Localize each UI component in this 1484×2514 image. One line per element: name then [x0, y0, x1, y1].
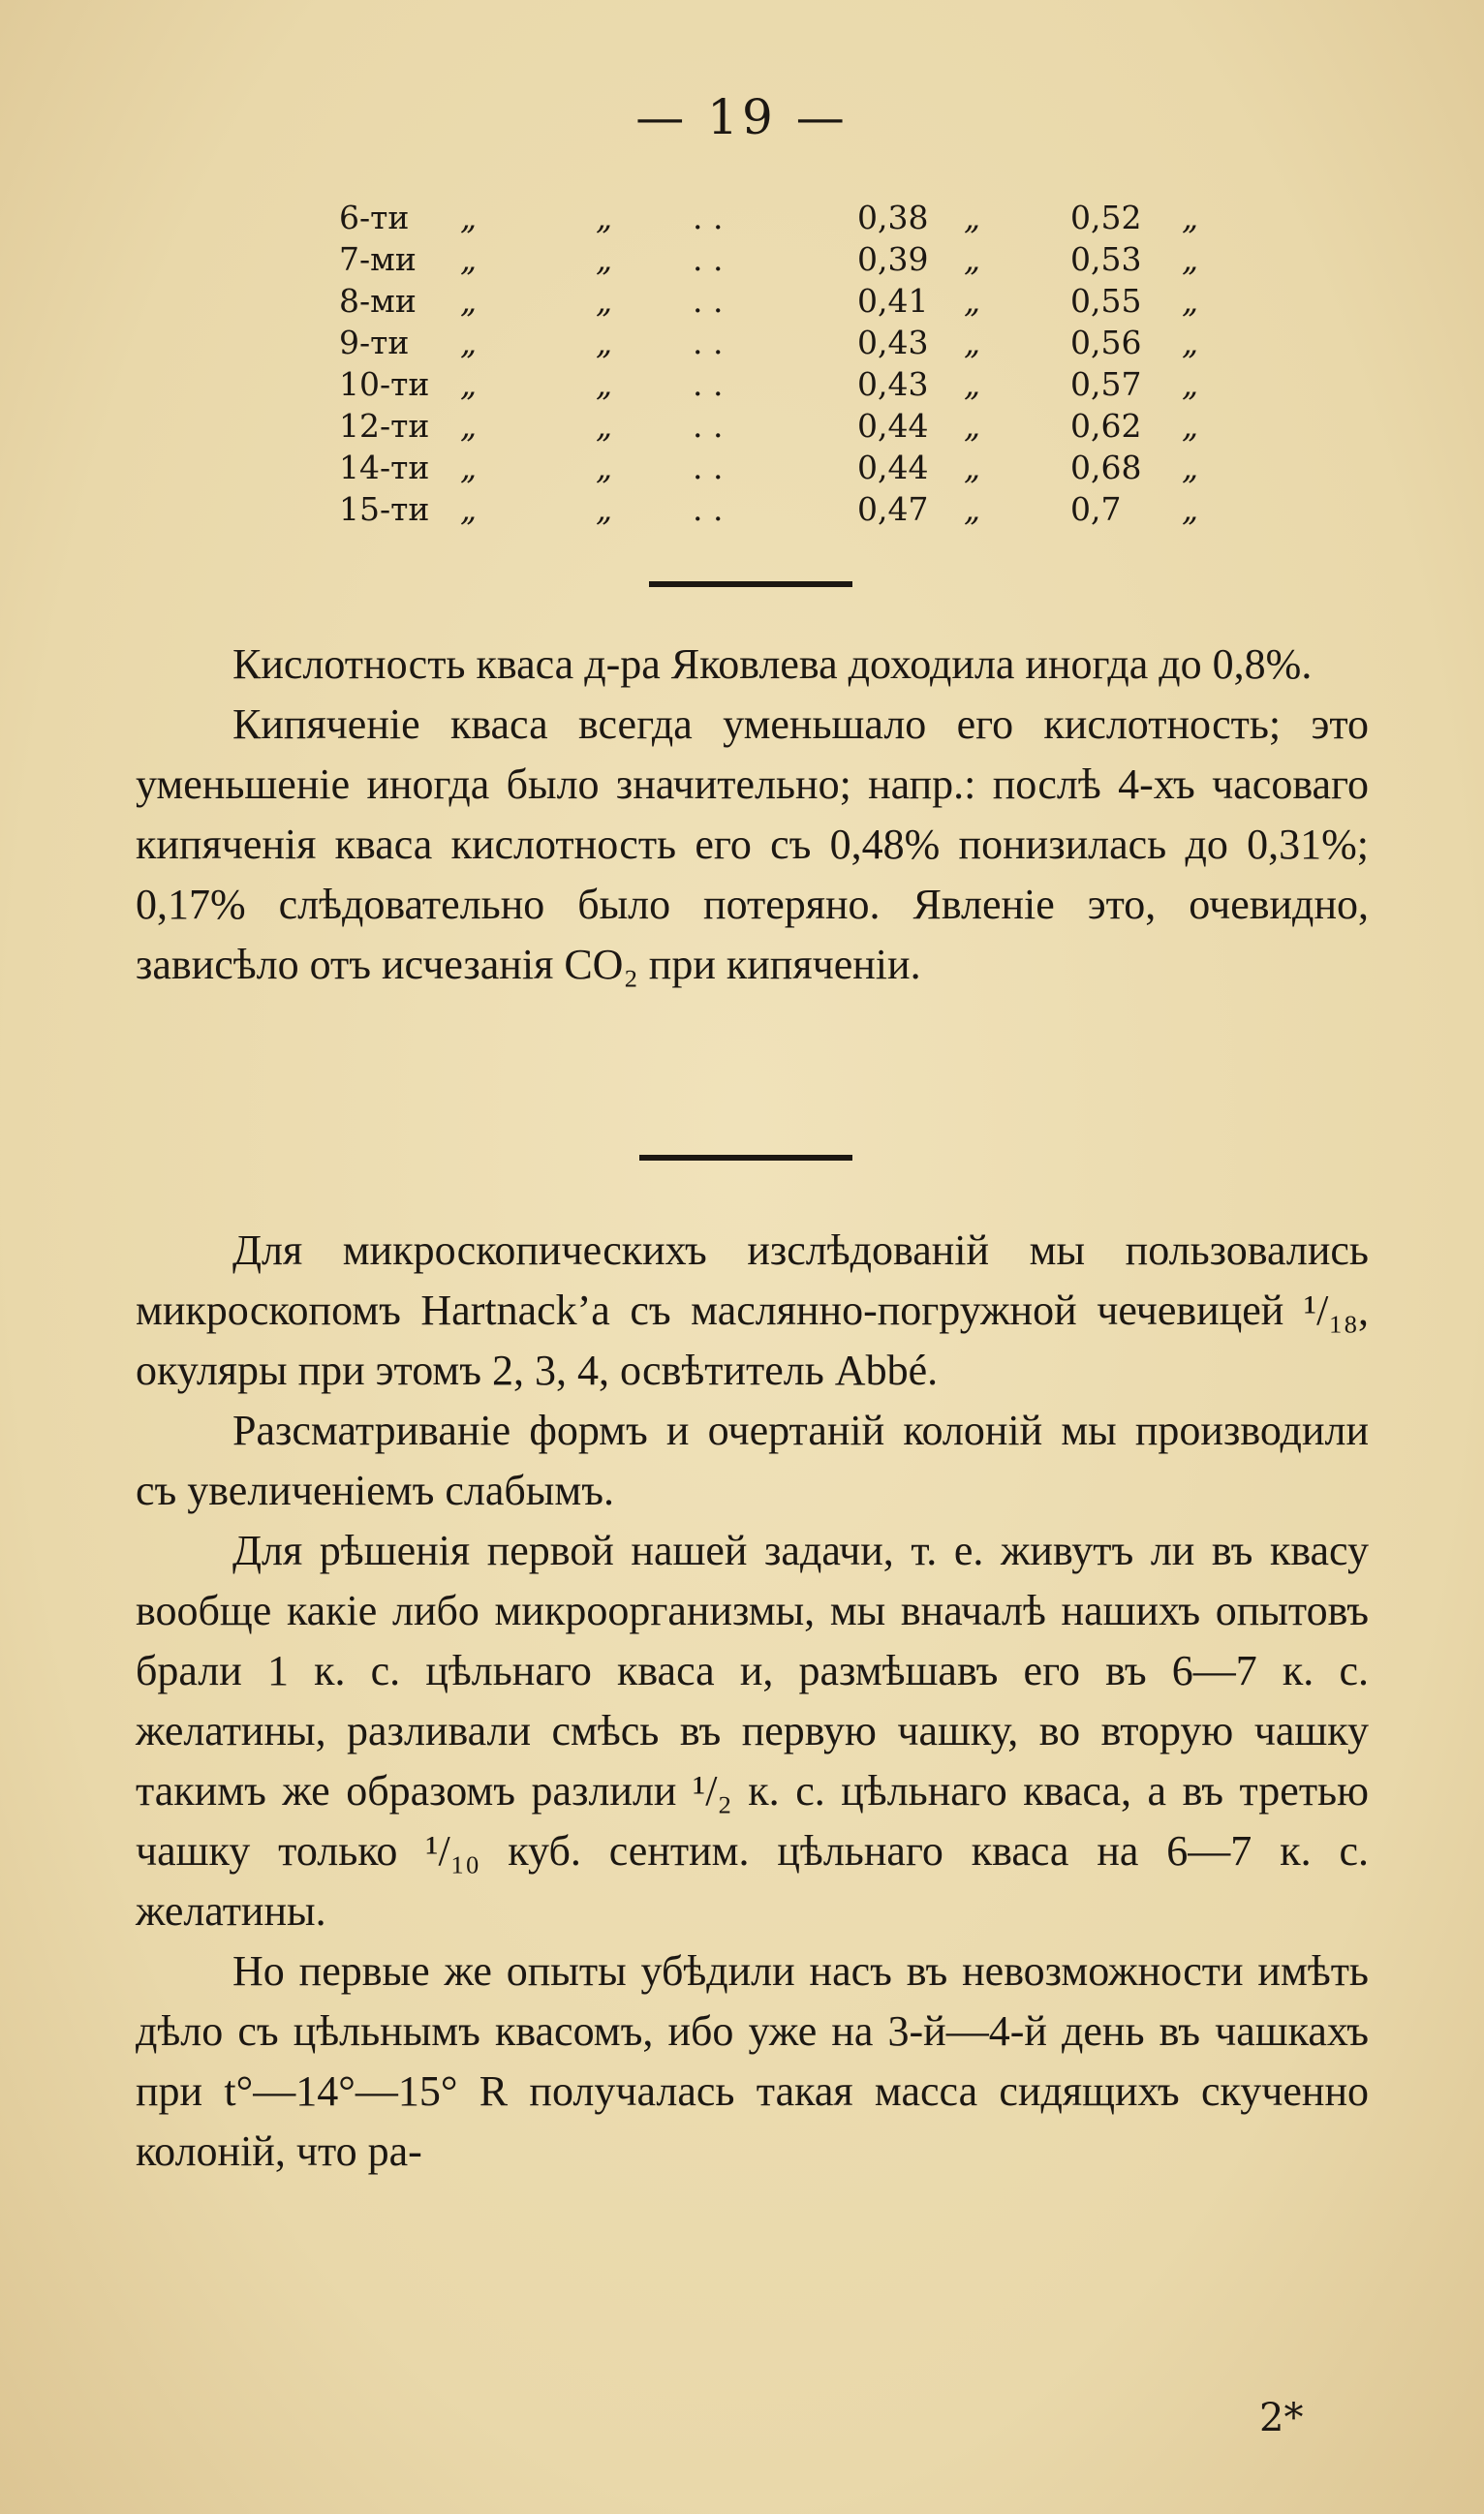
- ditto-mark: „: [460, 365, 478, 403]
- ditto-mark: „: [964, 282, 981, 320]
- table-row: [329, 449, 1221, 490]
- paragraph: Кислотность кваса д-ра Яковлева доходила иногда до 0,8%.: [232, 640, 1313, 688]
- ditto-mark: „: [460, 282, 478, 320]
- row-label: 15-ти: [339, 490, 430, 528]
- ditto-mark: „: [1182, 324, 1199, 361]
- ditto-mark: „: [964, 407, 981, 445]
- value-2: 0,7: [1070, 490, 1122, 528]
- page-number: — 19 —: [635, 89, 849, 145]
- row-label: 12-ти: [339, 407, 430, 445]
- ditto-mark: „: [460, 240, 478, 278]
- table-row: [329, 407, 1221, 449]
- acidity-section: [136, 635, 1369, 995]
- ditto-mark: „: [964, 240, 981, 278]
- ditto-mark: „: [596, 490, 613, 528]
- value-1: 0,47: [857, 490, 929, 528]
- value-1: 0,44: [857, 407, 929, 445]
- value-1: 0,43: [857, 324, 929, 361]
- value-2: 0,62: [1070, 407, 1142, 445]
- ditto-mark: „: [1182, 199, 1199, 236]
- ditto-mark: „: [1182, 449, 1199, 486]
- value-1: 0,44: [857, 449, 929, 486]
- value-1: 0,41: [857, 282, 929, 320]
- ditto-mark: „: [1182, 365, 1199, 403]
- row-label: 14-ти: [339, 449, 430, 486]
- leader-dots: . .: [693, 324, 724, 361]
- ditto-mark: „: [596, 324, 613, 361]
- ditto-mark: „: [1182, 282, 1199, 320]
- ditto-mark: „: [1182, 240, 1199, 278]
- ditto-mark: „: [460, 199, 478, 236]
- table-row: [329, 240, 1221, 282]
- table-row: [329, 199, 1221, 240]
- row-label: 7-ми: [339, 240, 417, 278]
- leader-dots: . .: [693, 490, 724, 528]
- value-2: 0,57: [1070, 365, 1142, 403]
- value-2: 0,55: [1070, 282, 1142, 320]
- table-row: [329, 365, 1221, 407]
- ditto-mark: „: [596, 199, 613, 236]
- ditto-mark: „: [460, 490, 478, 528]
- ditto-mark: „: [596, 282, 613, 320]
- leader-dots: . .: [693, 199, 724, 236]
- paragraph: Для рѣшенія первой нашей задачи, т. е. живутъ ли въ квасу вообще какіе либо микроорганизмы, мы вначалѣ нашихъ опытовъ брали 1 к. с. цѣльнаго кваса и, размѣшавъ его въ 6—7 к. с. желатины, разливали смѣсь въ первую чашку, во вторую чашку такимъ же образомъ разлили ¹/₂ к. с. цѣльнаго кваса, а въ третью чашку только ¹/₁₀ куб. сентим. цѣльнаго кваса на 6—7 к. с. желатины.: [136, 1527, 1369, 1935]
- paragraph: Для микроскопическихъ изслѣдованій мы пользовались микроскопомъ Hartnack’а съ маслянно-погружной чечевицей ¹/₁₈, окуляры при этомъ 2, 3, 4, освѣтитель Abbé.: [136, 1226, 1369, 1394]
- leader-dots: . .: [693, 365, 724, 403]
- ditto-mark: „: [1182, 490, 1199, 528]
- ditto-mark: „: [964, 449, 981, 486]
- paragraph: Разсматриваніе формъ и очертаній колоній мы производили съ увеличеніемъ слабымъ.: [136, 1407, 1369, 1514]
- section-divider: [639, 1155, 852, 1161]
- table-row: [329, 490, 1221, 532]
- value-1: 0,43: [857, 365, 929, 403]
- value-2: 0,53: [1070, 240, 1142, 278]
- printer-signature-mark: 2*: [1259, 2396, 1304, 2440]
- row-label: 6-ти: [339, 199, 410, 236]
- paragraph: Но первые же опыты убѣдили насъ въ невозможности имѣть дѣло съ цѣльнымъ квасомъ, ибо уже на 3-й—4-й день въ чашкахъ при t°—14°—15° R получалась такая масса сидящихъ скученно колоній, что ра-: [136, 1947, 1369, 2175]
- ditto-mark: „: [460, 407, 478, 445]
- value-2: 0,52: [1070, 199, 1142, 236]
- leader-dots: . .: [693, 449, 724, 486]
- ditto-mark: „: [1182, 407, 1199, 445]
- value-1: 0,39: [857, 240, 929, 278]
- ditto-mark: „: [964, 324, 981, 361]
- ditto-mark: „: [596, 240, 613, 278]
- microscopy-section: [136, 1221, 1369, 2182]
- acidity-table: [329, 199, 1221, 532]
- section-divider: [649, 581, 852, 587]
- paragraph: Кипяченіе кваса всегда уменьшало его кислотность; это уменьшеніе иногда было значительно; напр.: послѣ 4-хъ часоваго кипяченія кваса кислотность его съ 0,48% понизилась до 0,31%; 0,17% слѣдовательно было потеряно. Явленіе это, очевидно, зависѣло отъ исчезанія CO₂ при кипяченіи.: [136, 700, 1369, 988]
- leader-dots: . .: [693, 407, 724, 445]
- ditto-mark: „: [964, 490, 981, 528]
- value-1: 0,38: [857, 199, 929, 236]
- table-row: [329, 324, 1221, 365]
- ditto-mark: „: [460, 324, 478, 361]
- ditto-mark: „: [964, 365, 981, 403]
- row-label: 10-ти: [339, 365, 430, 403]
- leader-dots: . .: [693, 240, 724, 278]
- ditto-mark: „: [964, 199, 981, 236]
- ditto-mark: „: [596, 449, 613, 486]
- table-row: [329, 282, 1221, 324]
- value-2: 0,68: [1070, 449, 1142, 486]
- ditto-mark: „: [596, 365, 613, 403]
- ditto-mark: „: [460, 449, 478, 486]
- row-label: 9-ти: [339, 324, 410, 361]
- leader-dots: . .: [693, 282, 724, 320]
- value-2: 0,56: [1070, 324, 1142, 361]
- row-label: 8-ми: [339, 282, 417, 320]
- ditto-mark: „: [596, 407, 613, 445]
